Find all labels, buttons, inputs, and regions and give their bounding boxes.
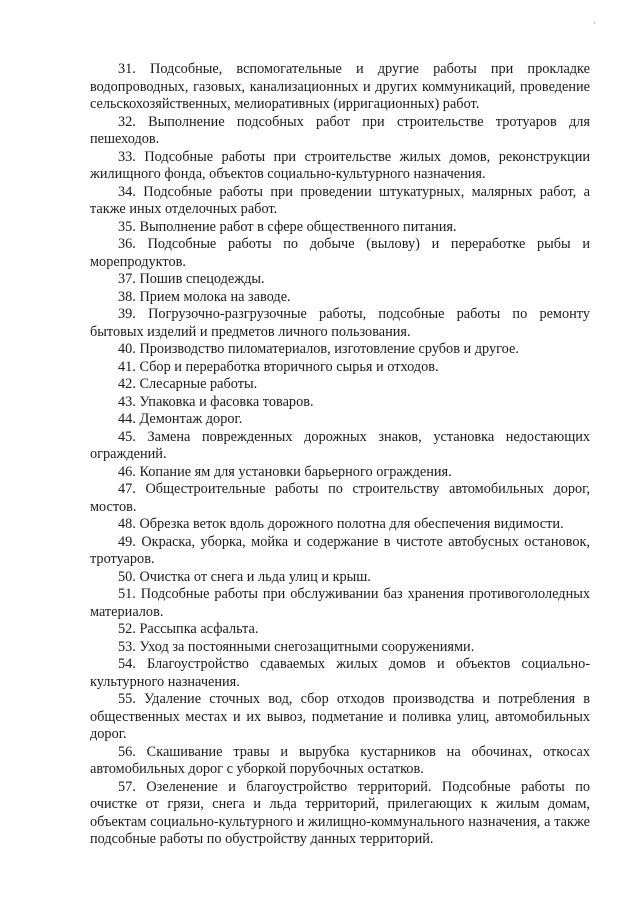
list-item: 39. Погрузочно-разгрузочные работы, подсобные работы по ремонту бытовых изделий и предметов личного пользования. [90,306,590,340]
list-item: 51. Подсобные работы при обслуживании баз хранения противогололедных материалов. [90,586,590,620]
list-item: 57. Озеленение и благоустройство территорий. Подсобные работы по очистке от грязи, снега и льда территорий, прилегающих к жилым домам, объектам социально-культурного и жилищно-коммунального назначения, а также подсобные работы по обустройству данных территорий. [90,778,590,847]
list-item: 31. Подсобные, вспомогательные и другие работы при прокладке водопроводных, газовых, канализационных и других коммуникаций, проведение сельскохозяйственных, мелиоративных (ирригационных) работ. [90,61,590,112]
list-item: 36. Подсобные работы по добыче (вылову) и переработке рыбы и морепродуктов. [90,236,590,270]
list-item: 50. Очистка от снега и льда улиц и крыш. [118,568,371,585]
list-item: 37. Пошив спецодежды. [118,271,265,287]
list-item: 52. Рассыпка асфальта. [118,621,259,637]
list-item: 49. Окраска, уборка, мойка и содержание в чистоте автобусных остановок, тротуаров. [90,533,590,567]
list-item: 43. Упаковка и фасовка товаров. [118,393,314,410]
list-item: 48. Обрезка веток вдоль дорожного полотна для обеспечения видимости. [118,516,564,532]
list-item: 47. Общестроительные работы по строительству автомобильных дорог, мостов. [90,481,590,515]
list-item: 35. Выполнение работ в сфере общественного питания. [118,218,457,235]
list-item: 41. Сбор и переработка вторичного сырья и отходов. [118,358,439,375]
corner-mark: · [593,18,596,28]
list-item: 32. Выполнение подсобных работ при строительстве тротуаров для пешеходов. [90,113,590,147]
list-item: 45. Замена поврежденных дорожных знаков, установка недостающих ограждений. [90,428,590,462]
list-item: 53. Уход за постоянными снегозащитными сооружениями. [118,638,475,655]
list-item: 44. Демонтаж дорог. [118,411,243,427]
list-item: 56. Скашивание травы и вырубка кустарников на обочинах, откосах автомобильных дорог с уборкой порубочных остатков. [90,743,590,777]
list-item: 34. Подсобные работы при проведении штукатурных, малярных работ, а также иных отделочных работ. [90,183,590,217]
list-item: 42. Слесарные работы. [118,376,258,392]
document-body [90,61,590,849]
list-item: 54. Благоустройство сдаваемых жилых домов и объектов социально-культурного назначения. [90,656,590,690]
list-item: 55. Удаление сточных вод, сбор отходов производства и потребления в общественных местах и их вывоз, подметание и поливка улиц, автомобильных дорог. [90,691,590,742]
list-item: 38. Прием молока на заводе. [118,288,291,305]
list-item: 33. Подсобные работы при строительстве жилых домов, реконструкции жилищного фонда, объектов социально-культурного назначения. [90,148,590,182]
list-item: 46. Копание ям для установки барьерного ограждения. [118,463,452,480]
list-item: 40. Производство пиломатериалов, изготовление срубов и другое. [118,341,519,357]
